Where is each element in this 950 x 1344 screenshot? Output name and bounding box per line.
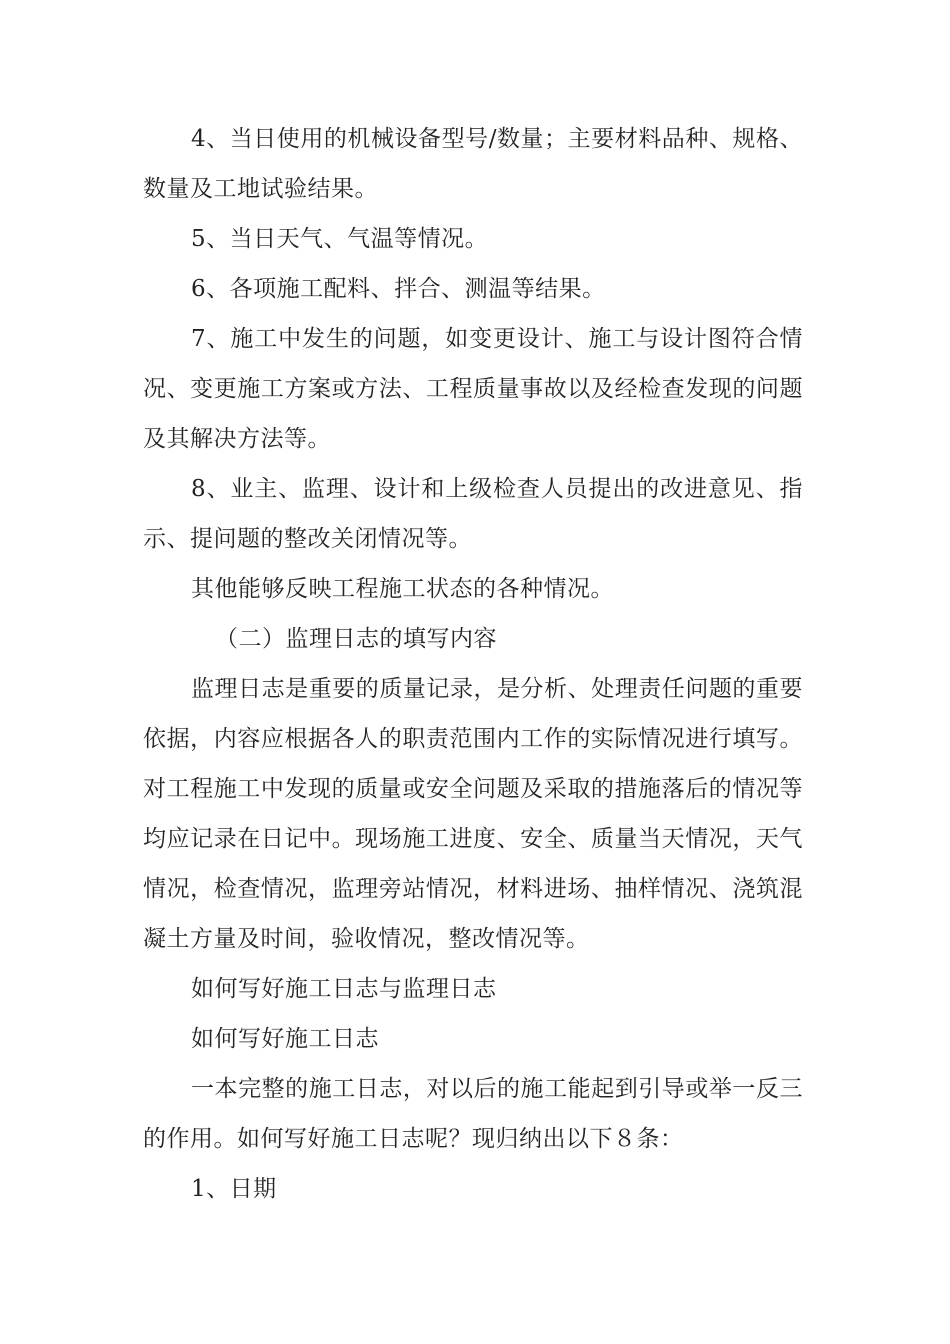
paragraph-intro: 一本完整的施工日志，对以后的施工能起到引导或举一反三的作用。如何写好施工日志呢？现归纳出以下８条： [143,1076,803,1152]
paragraph-item-6: 6、各项施工配料、拌合、测温等结果。 [191,276,606,302]
document-body [143,114,803,1214]
list-item-date: 1、日期 [191,1176,277,1202]
paragraph-supervision-log: 监理日志是重要的质量记录，是分析、处理责任问题的重要依据，内容应根据各人的职责范围内工作的实际情况进行填写。对工程施工中发现的质量或安全问题及采取的措施落后的情况等均应记录在日记中。现场施工进度、安全、质量当天情况，天气情况，检查情况，监理旁站情况，材料进场、抽样情况、浇筑混凝土方量及时间，验收情况，整改情况等。 [143,676,803,952]
section-heading: （二）监理日志的填写内容 [215,626,497,652]
paragraph-item-4: 4、当日使用的机械设备型号/数量；主要材料品种、规格、数量及工地试验结果。 [143,126,803,202]
subtitle-how-to-write-construction-log: 如何写好施工日志 [191,1026,379,1052]
paragraph-item-5: 5、当日天气、气温等情况。 [191,226,489,252]
subtitle-how-to-write-logs: 如何写好施工日志与监理日志 [191,976,497,1002]
paragraph-other: 其他能够反映工程施工状态的各种情况。 [191,576,614,602]
paragraph-item-8: 8、业主、监理、设计和上级检查人员提出的改进意见、指示、提问题的整改关闭情况等。 [143,476,803,552]
paragraph-item-7: 7、施工中发生的问题，如变更设计、施工与设计图符合情况、变更施工方案或方法、工程质量事故以及经检查发现的问题及其解决方法等。 [143,326,803,452]
